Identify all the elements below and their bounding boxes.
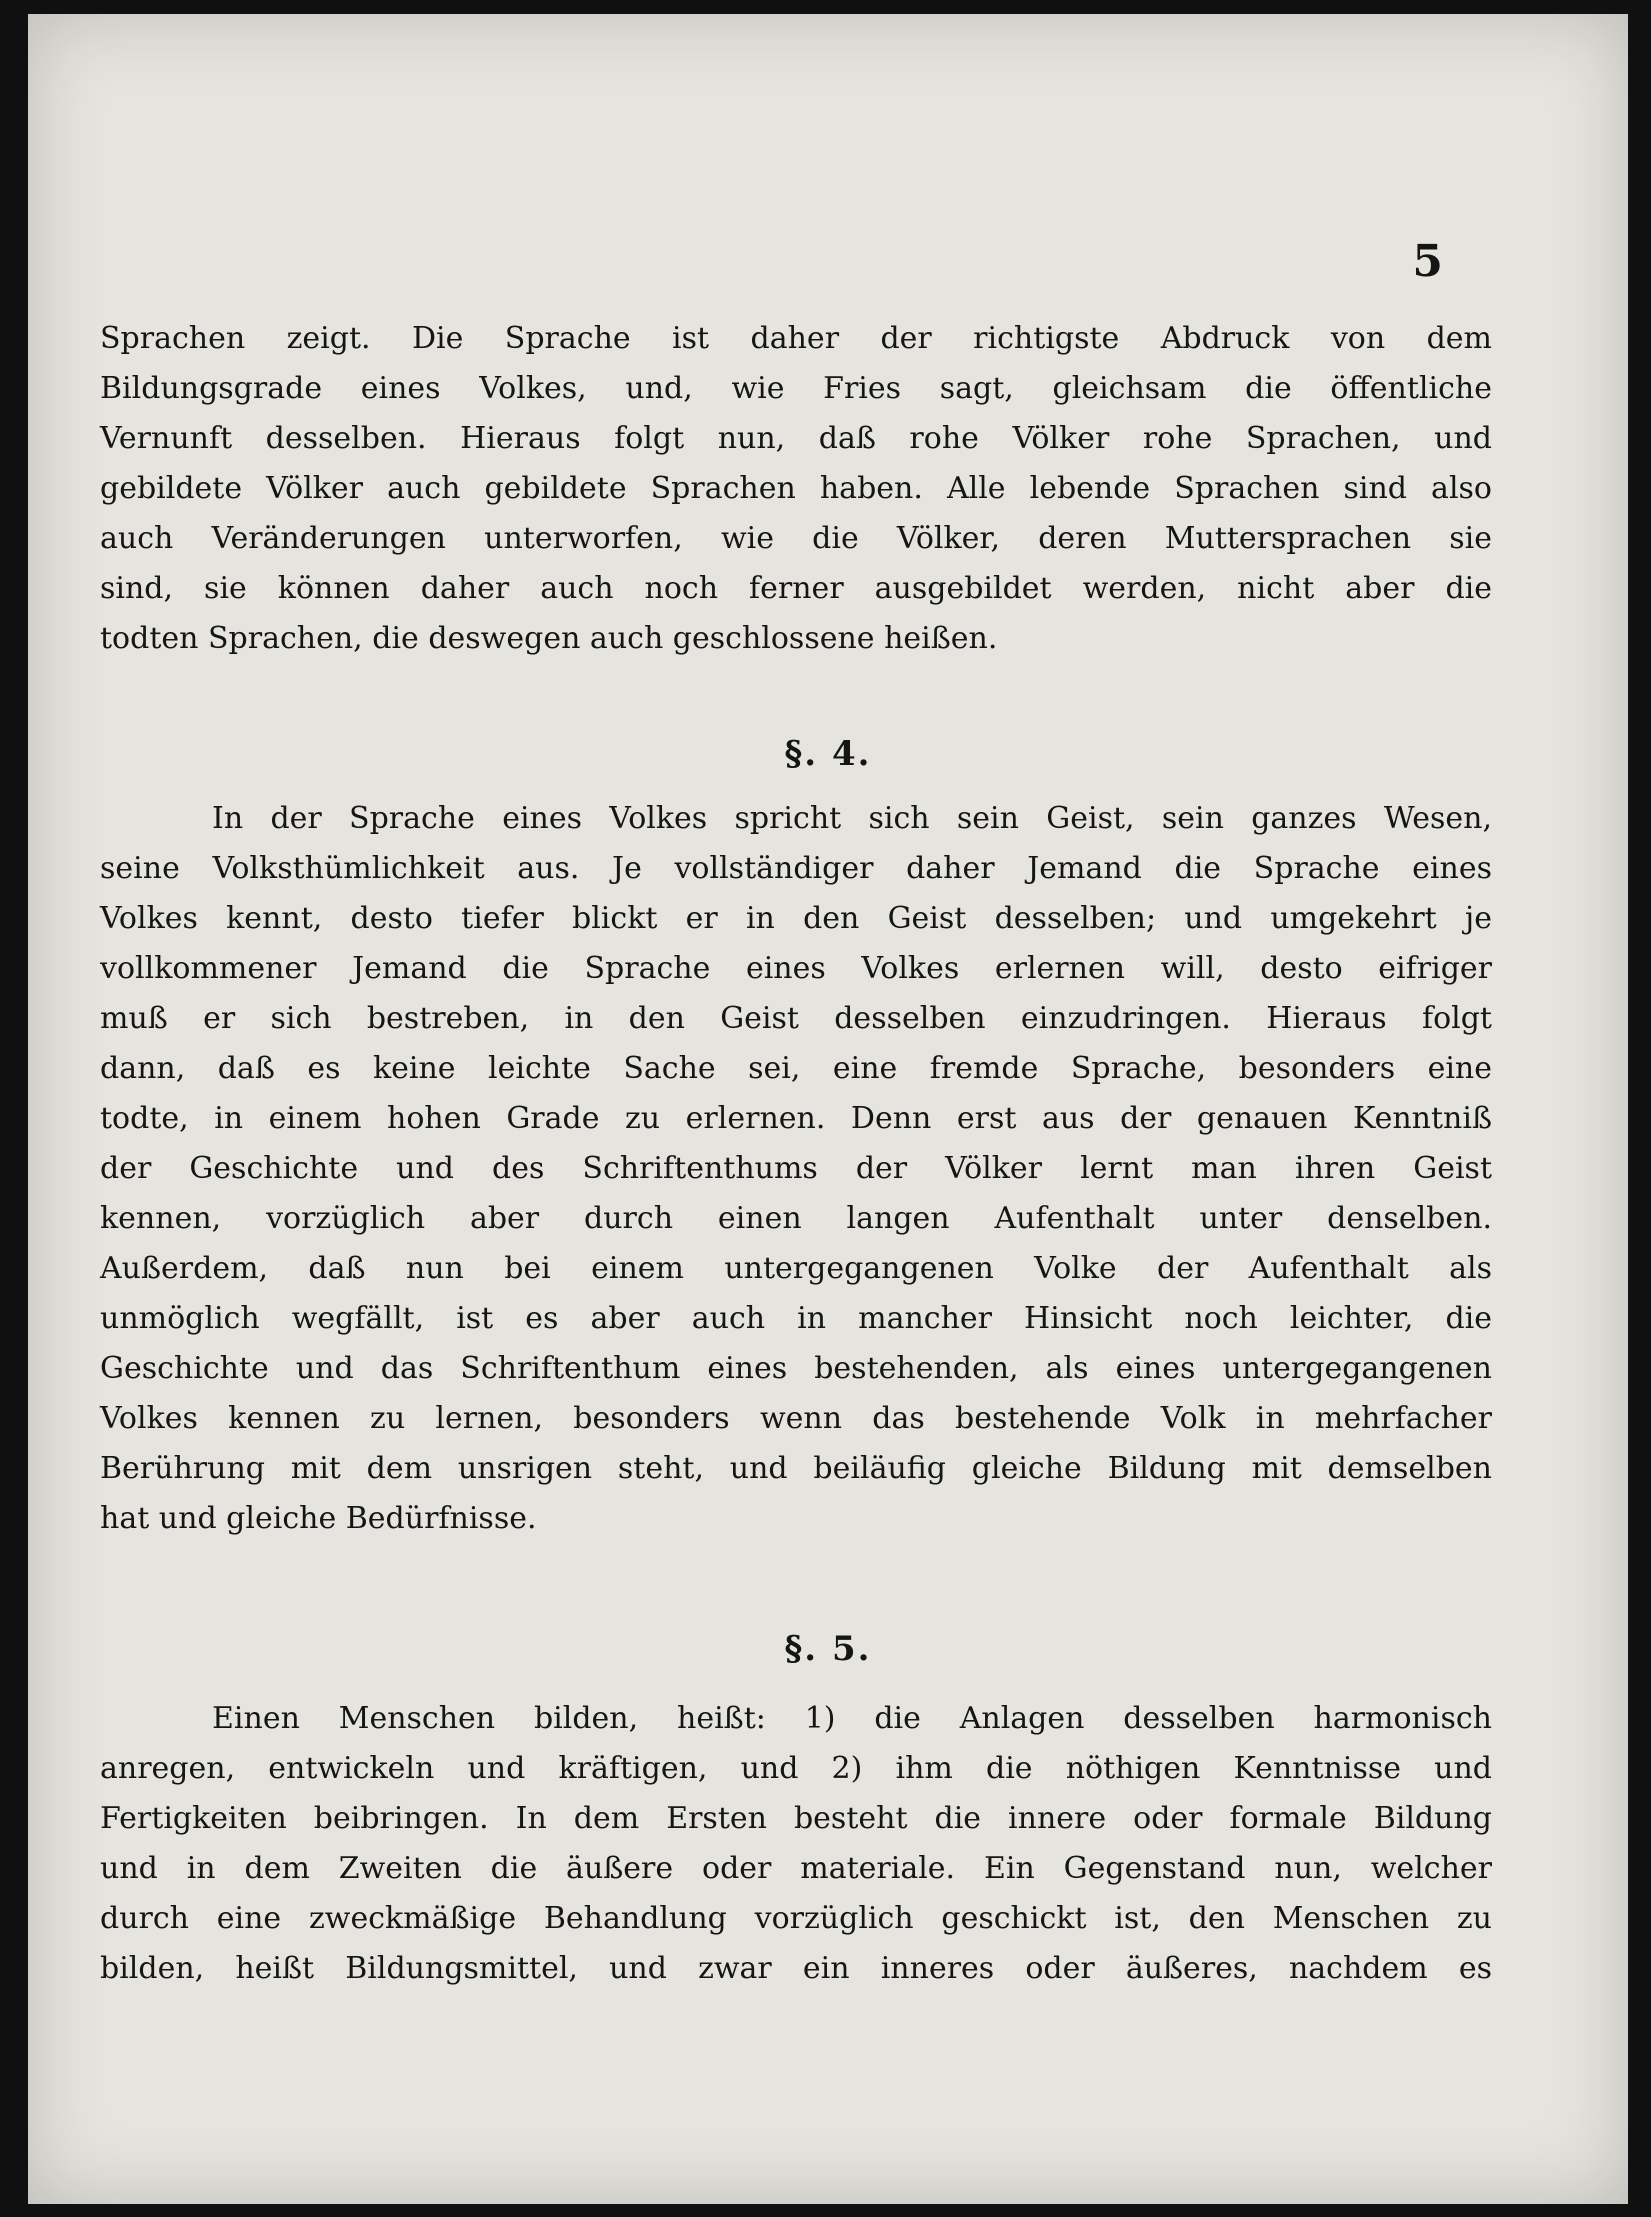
text-line: und in dem Zweiten die äußere oder materiale. Ein Gegenstand nun, welcher	[100, 1851, 1492, 1886]
text-line: Volkes kennen zu lernen, besonders wenn das bestehende Volk in mehrfacher	[100, 1401, 1492, 1436]
text-line: Geschichte und das Schriftenthum eines bestehenden, als eines untergegangenen	[100, 1351, 1492, 1386]
section-5-paragraph	[100, 1694, 1492, 1994]
text-line: sind, sie können daher auch noch ferner ausgebildet werden, nicht aber die	[100, 571, 1492, 606]
text-line: kennen, vorzüglich aber durch einen langen Aufenthalt unter denselben.	[100, 1201, 1492, 1236]
text-line: seine Volksthümlichkeit aus. Je vollständiger daher Jemand die Sprache eines	[100, 851, 1492, 886]
text-line: muß er sich bestreben, in den Geist desselben einzudringen. Hieraus folgt	[100, 1001, 1492, 1036]
text-line: Volkes kennt, desto tiefer blickt er in den Geist desselben; und umgekehrt je	[100, 901, 1492, 936]
text-line: Einen Menschen bilden, heißt: 1) die Anlagen desselben harmonisch	[212, 1701, 1492, 1736]
text-line: hat und gleiche Bedürfnisse.	[100, 1501, 537, 1536]
page-number: 5	[1412, 236, 1443, 287]
section-heading-4: §. 4.	[784, 734, 872, 774]
text-line: Berührung mit dem unsrigen steht, und beiläufig gleiche Bildung mit demselben	[100, 1451, 1492, 1486]
text-line: Fertigkeiten beibringen. In dem Ersten besteht die innere oder formale Bildung	[100, 1801, 1492, 1836]
text-line: unmöglich wegfällt, ist es aber auch in mancher Hinsicht noch leichter, die	[100, 1301, 1492, 1336]
paragraph-continued	[100, 314, 1492, 664]
book-page	[28, 14, 1628, 2204]
text-line: auch Veränderungen unterworfen, wie die Völker, deren Muttersprachen sie	[100, 521, 1492, 556]
text-line: In der Sprache eines Volkes spricht sich sein Geist, sein ganzes Wesen,	[212, 801, 1492, 836]
text-line: durch eine zweckmäßige Behandlung vorzüglich geschickt ist, den Menschen zu	[100, 1901, 1492, 1936]
text-line: Bildungsgrade eines Volkes, und, wie Fries sagt, gleichsam die öffentliche	[100, 371, 1492, 406]
text-line: Außerdem, daß nun bei einem untergegangenen Volke der Aufenthalt als	[100, 1251, 1492, 1286]
text-line: bilden, heißt Bildungsmittel, und zwar ein inneres oder äußeres, nachdem es	[100, 1951, 1492, 1986]
text-line: gebildete Völker auch gebildete Sprachen haben. Alle lebende Sprachen sind also	[100, 471, 1492, 506]
text-line: Sprachen zeigt. Die Sprache ist daher der richtigste Abdruck von dem	[100, 321, 1492, 356]
section-heading-5: §. 5.	[784, 1629, 872, 1669]
text-line: todten Sprachen, die deswegen auch geschlossene heißen.	[100, 621, 998, 656]
text-line: dann, daß es keine leichte Sache sei, eine fremde Sprache, besonders eine	[100, 1051, 1492, 1086]
text-line: anregen, entwickeln und kräftigen, und 2) ihm die nöthigen Kenntnisse und	[100, 1751, 1492, 1786]
text-line: Vernunft desselben. Hieraus folgt nun, daß rohe Völker rohe Sprachen, und	[100, 421, 1492, 456]
text-line: vollkommener Jemand die Sprache eines Volkes erlernen will, desto eifriger	[100, 951, 1492, 986]
text-line: der Geschichte und des Schriftenthums der Völker lernt man ihren Geist	[100, 1151, 1492, 1186]
text-line: todte, in einem hohen Grade zu erlernen. Denn erst aus der genauen Kenntniß	[100, 1101, 1492, 1136]
section-4-paragraph	[100, 794, 1492, 1544]
